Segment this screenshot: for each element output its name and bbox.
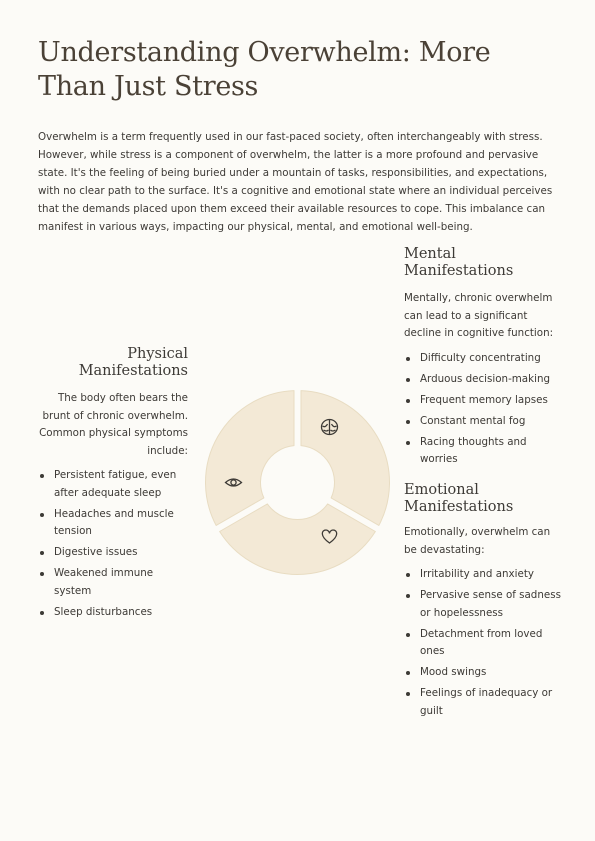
emotional-list [404,566,564,720]
intro-paragraph: Overwhelm is a term frequently used in our fast-paced society, often interchangeably with stress. However, while stress is a component of overwhelm, the latter is a more profound and pervasive state. It's the feeling of being buried under a mountain of tasks, responsibilities, and expectations, with no clear path to the surface. It's a cognitive and emotional state where an individual perceives that the demands placed upon them exceed their available resources to cope. This imbalance can manifest in various ways, impacting our physical, mental, and emotional well-being. [38,131,553,233]
brain-icon [322,420,338,435]
ring-segments [205,391,389,575]
emotional-section [404,482,564,724]
list-item: Digestive issues [38,544,188,562]
mental-heading: Mental Manifestations [404,246,514,279]
list-item: Frequent memory lapses [404,392,564,410]
list-item: Detachment from loved ones [404,626,564,661]
list-item: Feelings of inadequacy or guilt [404,685,564,720]
list-item: Persistent fatigue, even after adequate sleep [38,467,188,502]
list-item: Racing thoughts and worries [404,434,564,469]
ring-segment-emotional [301,391,390,526]
list-item: Difficulty concentrating [404,350,564,368]
list-item: Pervasive sense of sadness or hopelessness [404,587,564,622]
list-item: Constant mental fog [404,413,564,431]
emotional-lead: Emotionally, overwhelm can be devastating: [404,526,551,556]
list-item: Headaches and muscle tension [38,506,188,541]
physical-lead: The body often bears the brunt of chronic overwhelm. Common physical symptoms include: [39,392,188,457]
list-item: Mood swings [404,664,564,682]
physical-list [38,467,188,621]
ring-segment-physical [220,504,376,575]
ring-segment-mental [205,391,294,526]
list-item: Sleep disturbances [38,604,188,622]
list-item: Weakened immune system [38,565,188,600]
emotional-heading: Emotional Manifestations [404,482,514,515]
mental-lead: Mentally, chronic overwhelm can lead to a significant decline in cognitive function: [404,292,554,339]
list-item: Irritability and anxiety [404,566,564,584]
mental-section [404,246,564,472]
page-title: Understanding Overwhelm: More Than Just Stress [38,37,491,102]
mental-list [404,350,564,469]
manifestations-ring-diagram [200,385,395,580]
list-item: Arduous decision-making [404,371,564,389]
physical-heading: Physical Manifestations [78,346,188,379]
physical-section [38,346,188,625]
